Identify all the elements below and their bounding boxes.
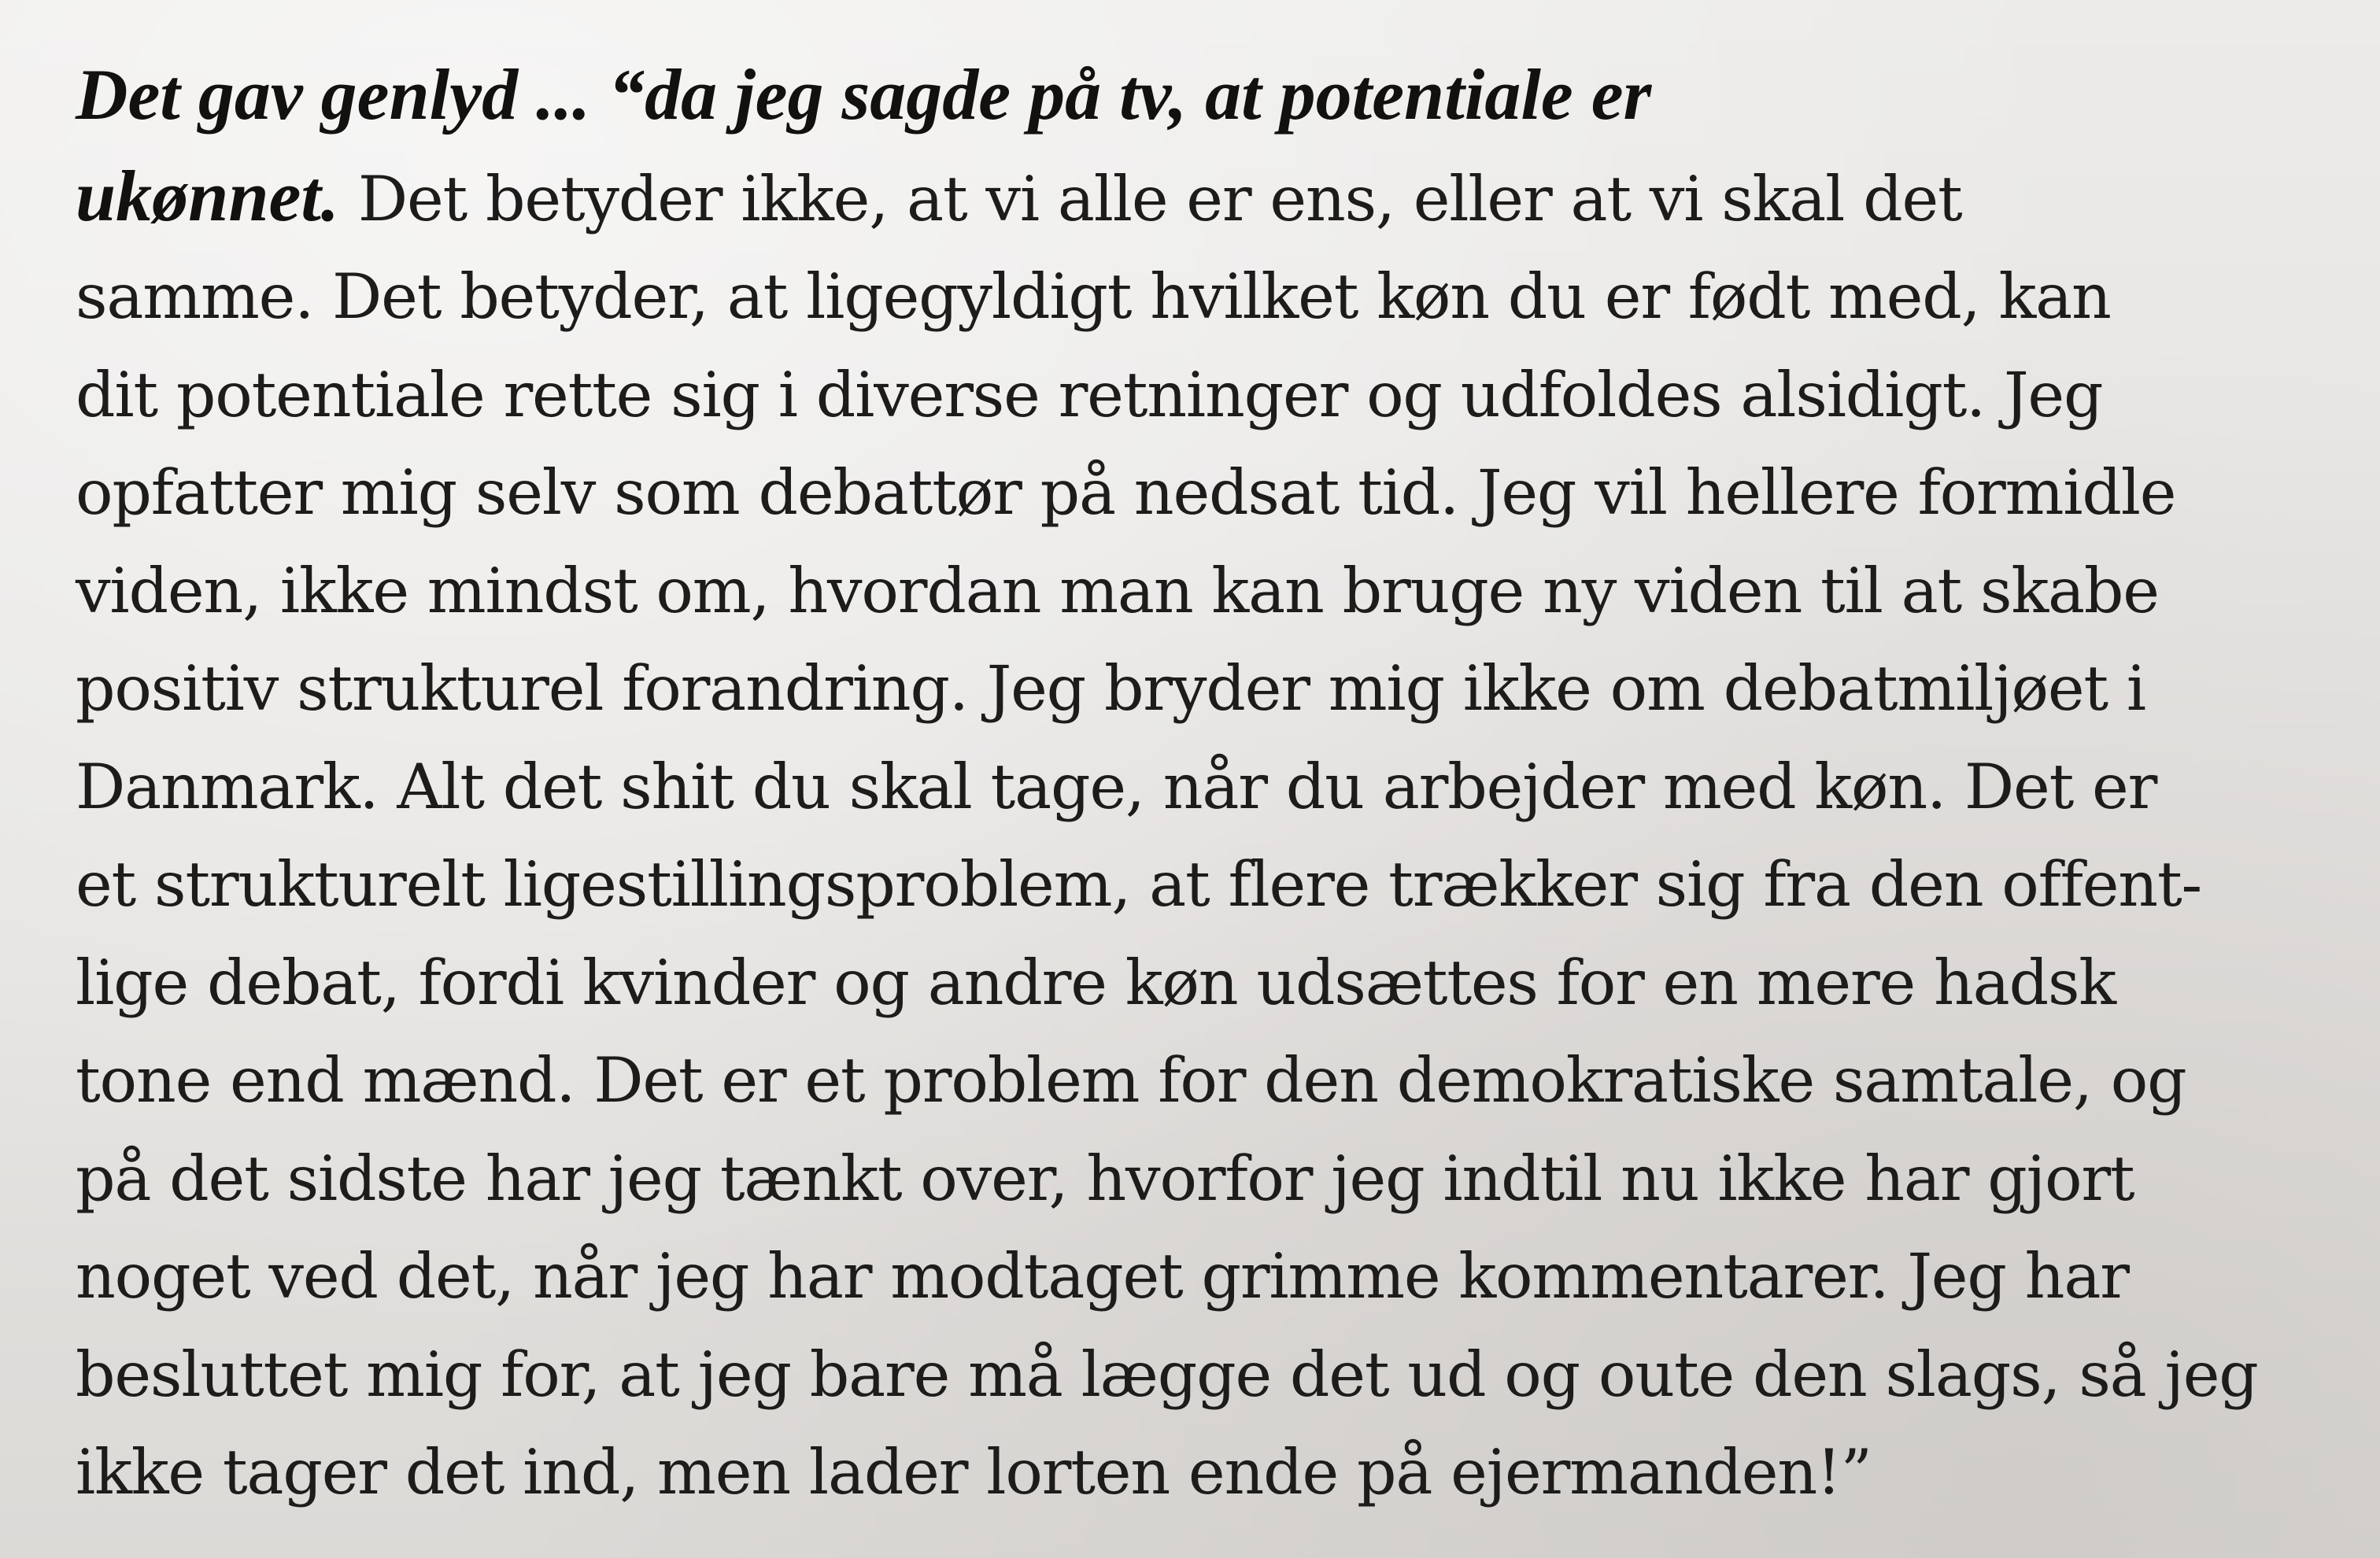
body-text: besluttet mig for, at jeg bare må lægge det ud og oute den slags, så jeg — [76, 1338, 2258, 1411]
body-text: samme. Det betyder, at ligegyldigt hvilket køn du er født med, kan — [76, 260, 2111, 333]
text-line-6 — [76, 542, 2326, 641]
article-paragraph — [76, 46, 2326, 1522]
text-line-8 — [76, 738, 2326, 836]
body-text: dit potentiale rette sig i diverse retninger og udfoldes alsidigt. Jeg — [76, 358, 2103, 431]
body-text: tone end mænd. Det er et problem for den demokratiske samtale, og — [76, 1044, 2186, 1117]
body-text: Det betyder ikke, at vi alle er ens, eller at vi skal det — [338, 162, 1962, 235]
lead-in-text: Det gav genlyd ... “da jeg sagde på tv, at potentiale er — [76, 54, 1652, 135]
body-text: positiv strukturel forandring. Jeg bryder mig ikke om debatmiljøet i — [76, 652, 2145, 725]
body-text: et strukturelt ligestillingsproblem, at flere trækker sig fra den offent- — [76, 848, 2202, 921]
text-line-15 — [76, 1423, 2326, 1522]
body-text: Danmark. Alt det shit du skal tage, når du arbejder med køn. Det er — [76, 750, 2157, 823]
lead-in-text: ukønnet. — [76, 155, 339, 236]
body-text: viden, ikke mindst om, hvordan man kan bruge ny viden til at skabe — [76, 554, 2159, 627]
text-line-4 — [76, 346, 2326, 445]
text-line-9 — [76, 836, 2326, 934]
text-line-5 — [76, 444, 2326, 542]
text-line-1 — [76, 46, 2326, 147]
text-line-14 — [76, 1326, 2326, 1424]
body-text: ikke tager det ind, men lader lorten ende på ejermanden!” — [76, 1436, 1872, 1508]
body-text: lige debat, fordi kvinder og andre køn udsættes for en mere hadsk — [76, 946, 2116, 1019]
body-text: på det sidste har jeg tænkt over, hvorfor jeg indtil nu ikke har gjort — [76, 1142, 2134, 1215]
body-text: noget ved det, når jeg har modtaget grimme kommentarer. Jeg har — [76, 1240, 2129, 1312]
text-line-13 — [76, 1228, 2326, 1326]
text-line-3 — [76, 248, 2326, 346]
text-line-12 — [76, 1130, 2326, 1228]
body-text: opfatter mig selv som debattør på nedsat tid. Jeg vil hellere formidle — [76, 456, 2176, 529]
text-line-11 — [76, 1032, 2326, 1130]
text-line-2 — [76, 147, 2326, 249]
text-line-7 — [76, 640, 2326, 738]
text-line-10 — [76, 934, 2326, 1032]
